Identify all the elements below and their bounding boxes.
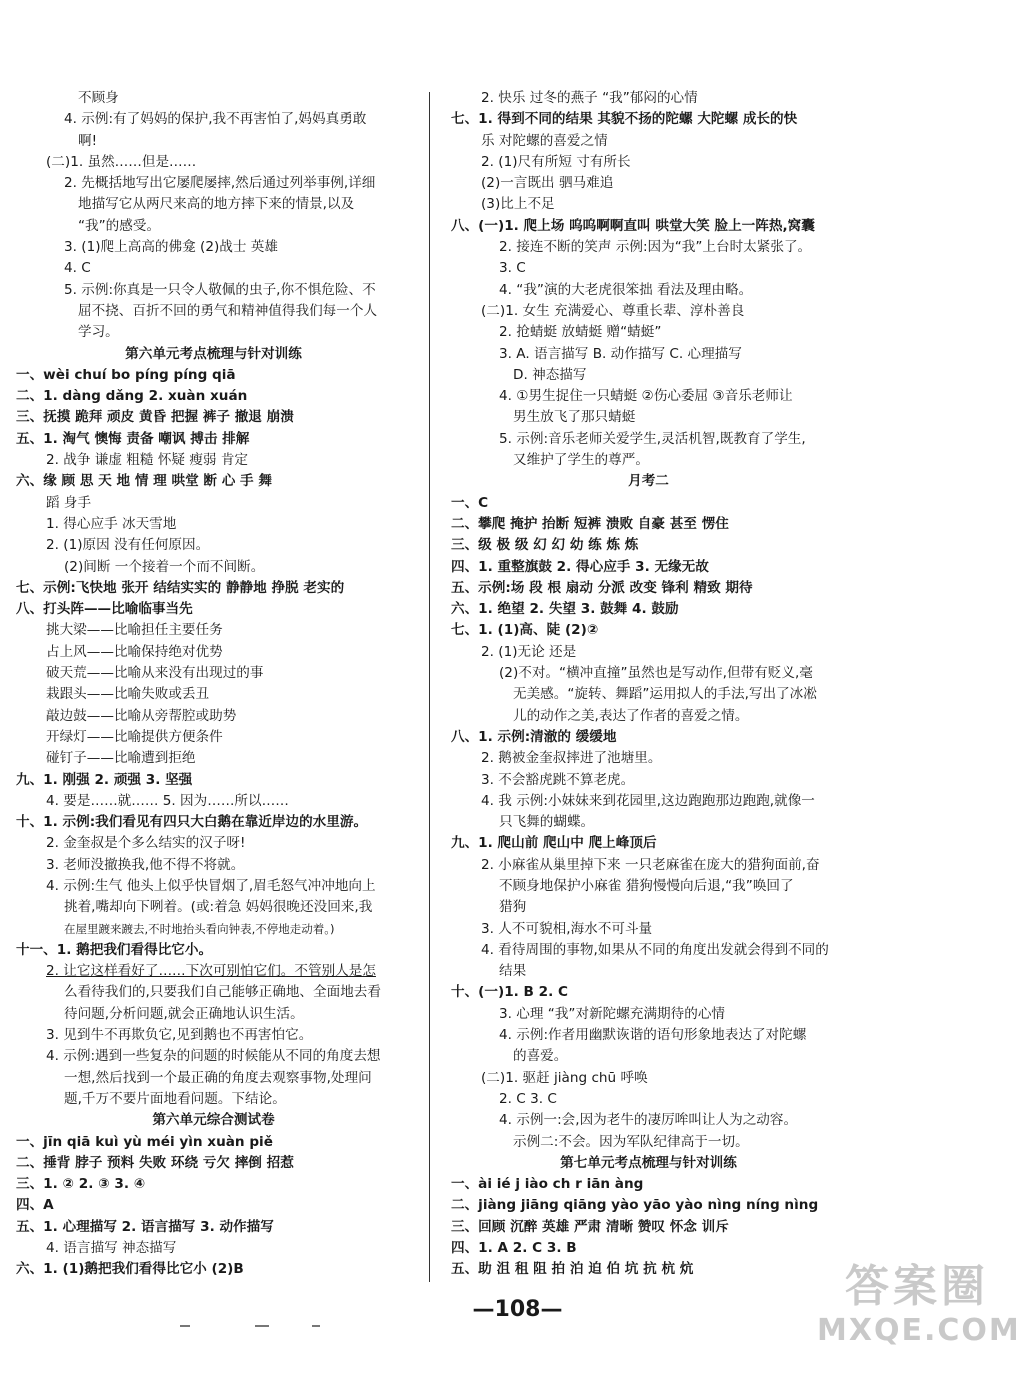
answer-line: 2. 金奎叔是个多么结实的汉子呀! — [46, 835, 246, 852]
answer-line: 4. 示例一:会,因为老牛的凄厉哞叫让人为之动容。 — [499, 1112, 798, 1129]
answer-line: 五、示例:场 段 根 扇动 分派 改变 锋利 精致 期待 — [451, 579, 753, 596]
answer-line: 儿的动作之美,表达了作者的喜爱之情。 — [513, 707, 749, 724]
answer-line: 三、1. ② 2. ③ 3. ④ — [16, 1176, 146, 1193]
answer-line: 4. 语言描写 神态描写 — [46, 1240, 177, 1257]
answer-line: 一、C — [451, 494, 489, 511]
answer-line: 一想,然后找到一个最正确的角度去观察事物,处理问 — [64, 1069, 372, 1086]
answer-line: 4. 示例:遇到一些复杂的问题的时候能从不同的角度去想 — [46, 1048, 381, 1065]
answer-line: “我”的感受。 — [78, 217, 161, 234]
answer-line: 挑大梁——比喻担任主要任务 — [46, 622, 223, 639]
answer-line: 五、助 沮 租 阻 拍 泊 迫 伯 坑 抗 杭 炕 — [451, 1261, 694, 1278]
answer-line: 十一、1. 鹅把我们看得比它小。 — [16, 941, 213, 958]
answer-line: 4. “我”演的大老虎很笨拙 看法及理由略。 — [499, 281, 753, 298]
answer-line: 3. A. 语言描写 B. 动作描写 C. 心理描写 — [499, 345, 742, 362]
scan-mark — [180, 1325, 190, 1327]
answer-line: 一、jīn qiā kuì yù méi yìn xuàn piě — [16, 1133, 273, 1150]
answer-line: 四、1. A 2. C 3. B — [451, 1240, 577, 1257]
answer-line: 蹈 身手 — [46, 494, 92, 511]
answer-line: 4. ①男生捉住一只蜻蜓 ②伤心委屈 ③音乐老师让 — [499, 388, 793, 405]
answer-line: 二、捶背 脖子 预料 失败 环绕 亏欠 摔倒 招惹 — [16, 1154, 294, 1171]
answer-line: 屈不挠、百折不回的勇气和精神值得我们每一个人 — [78, 302, 378, 319]
answer-line: 二、攀爬 掩护 抬断 短裤 溃败 自豪 甚至 愣住 — [451, 515, 729, 532]
answer-line: 五、1. 心理描写 2. 语言描写 3. 动作描写 — [16, 1218, 274, 1235]
answer-line: 又维护了学生的尊严。 — [513, 452, 649, 469]
section-title: 月考二 — [628, 473, 669, 490]
answer-line: 栽跟头——比喻失败或丢丑 — [46, 686, 210, 703]
answer-line: (2)间断 一个接着一个而不间断。 — [64, 558, 265, 575]
answer-line: 3. 人不可貌相,海水不可斗量 — [481, 920, 653, 937]
watermark-logo — [817, 1261, 1021, 1361]
answer-line: (2)一言既出 驷马难追 — [481, 175, 614, 192]
answer-line: 结果 — [499, 963, 527, 980]
answer-line: 3. 见到牛不再欺负它,见到鹅也不再害怕它。 — [46, 1027, 313, 1044]
answer-line: 3. 不会豁虎跳不算老虎。 — [481, 771, 635, 788]
answer-line: 猎狗 — [499, 899, 527, 916]
answer-line: 题,千万不要片面地看问题。下结论。 — [64, 1090, 286, 1107]
answer-line: 3. (1)爬上高高的佛龛 (2)战士 英雄 — [64, 239, 278, 256]
answer-line: 四、1. 重整旗鼓 2. 得心应手 3. 无缘无故 — [451, 558, 709, 575]
answer-line: 地描写它从两尺来高的地方摔下来的情景,以及 — [78, 196, 355, 213]
answer-line: 啊! — [78, 132, 98, 149]
answer-line: 2. 快乐 过冬的燕子 “我”郁闷的心情 — [481, 90, 698, 106]
answer-line: 不顾身 — [78, 90, 119, 106]
watermark-bottom: MXQE.COM — [817, 1313, 1021, 1348]
answer-line: 男生放飞了那只蜻蜓 — [513, 409, 636, 426]
answer-line: 2. (1)原因 没有任何原因。 — [46, 537, 210, 554]
answer-line: 5. 示例:你真是一只令人敬佩的虫子,你不惧危险、不 — [64, 281, 376, 298]
answer-line: 二、1. dàng dǎng 2. xuàn xuán — [16, 388, 248, 405]
answer-line: 待问题,分析问题,就会正确地认识生活。 — [64, 1005, 304, 1022]
answer-line: 4. 要是……就…… 5. 因为……所以…… — [46, 792, 289, 809]
answer-line: 2. 接连不断的笑声 示例:因为“我”上台时太紧张了。 — [499, 239, 812, 256]
answer-line: 4. 示例:作者用幽默诙谐的语句形象地表达了对陀螺 — [499, 1027, 807, 1044]
scan-mark — [312, 1325, 320, 1327]
answer-line: 2. 鹅被金奎叔摔进了池塘里。 — [481, 750, 662, 767]
answer-line: 2. 先概括地写出它屡爬屡摔,然后通过列举事例,详细 — [64, 175, 376, 192]
answer-line: 八、(一)1. 爬上场 呜呜啊啊直叫 哄堂大笑 脸上一阵热,窝囊 — [451, 217, 815, 234]
answer-line: 无美感。“旋转、舞蹈”运用拟人的手法,写出了冰凇 — [513, 686, 817, 703]
answer-line: 四、A — [16, 1197, 54, 1214]
answer-line: (二)1. 驱赶 jiàng chū 呼唤 — [481, 1069, 648, 1086]
answer-line: (二)1. 虽然……但是…… — [46, 153, 197, 170]
answer-line: 2. 抢蜻蜓 放蜻蜓 赠“蜻蜓” — [499, 324, 662, 341]
answer-line: 敲边鼓——比喻从旁帮腔或助势 — [46, 707, 237, 724]
answer-line: 4. 示例:有了妈妈的保护,我不再害怕了,妈妈真勇敢 — [64, 111, 367, 128]
answer-line: 破天荒——比喻从来没有出现过的事 — [46, 665, 264, 682]
answer-line: 示例二:不会。因为军队纪律高于一切。 — [513, 1133, 749, 1150]
answer-line: 二、jiàng jiāng qiāng yào yāo yào nìng níng nìng — [451, 1197, 819, 1214]
answer-line: 4. C — [64, 260, 91, 277]
section-title: 第六单元综合测试卷 — [152, 1112, 275, 1129]
answer-line: 九、1. 刚强 2. 顽强 3. 坚强 — [16, 771, 193, 788]
watermark-top: 答案圈 — [845, 1261, 989, 1312]
answer-line: 一、ài ié j iào ch r iān àng — [451, 1176, 644, 1193]
answer-line: 挑着,嘴却向下咧着。(或:着急 妈妈很晚还没回来,我 — [64, 899, 373, 916]
answer-line: 在屋里踱来踱去,不时地抬头看向钟表,不停地走动着。) — [64, 921, 335, 936]
answer-line: 5. 示例:音乐老师关爱学生,灵活机智,既教育了学生, — [499, 430, 806, 447]
left-column — [16, 88, 411, 1281]
answer-line: 六、缘 顾 思 天 地 情 理 哄堂 断 心 手 舞 — [16, 473, 272, 490]
answer-line: (3)比上不足 — [481, 196, 555, 213]
right-column — [451, 88, 846, 1281]
answer-line: 七、1. 得到不同的结果 其貌不扬的陀螺 大陀螺 成长的快 — [451, 111, 798, 128]
answer-line: 八、1. 示例:清澈的 缓缓地 — [451, 728, 617, 745]
answer-line: 2. (1)尺有所短 寸有所长 — [481, 153, 631, 170]
answer-line: 三、抚摸 跪拜 顽皮 黄昏 把握 裤子 撤退 崩溃 — [16, 409, 294, 426]
answer-line: 九、1. 爬山前 爬山中 爬上峰顶后 — [451, 835, 657, 852]
answer-line: 么看待我们的,只要我们自己能够正确地、全面地去看 — [64, 984, 381, 1001]
page-number: —108— — [472, 1297, 563, 1322]
answer-line: (2)不对。“横冲直撞”虽然也是写动作,但带有贬义,毫 — [499, 665, 813, 682]
answer-line: 4. 我 示例:小妹妹来到花园里,这边跑跑那边跑跑,就像一 — [481, 792, 815, 809]
answer-line: 一、wèi chuí bo píng píng qiā — [16, 366, 236, 383]
answer-line: 三、级 极 级 幻 幻 幼 练 炼 炼 — [451, 537, 639, 554]
answer-line: 三、回顾 沉醉 英雄 严肃 清晰 赞叹 怀念 训斥 — [451, 1218, 729, 1235]
answer-line: 2. 小麻雀从巢里掉下来 一只老麻雀在庞大的猎狗面前,奋 — [481, 856, 820, 873]
answer-line: 乐 对陀螺的喜爱之情 — [481, 132, 608, 149]
section-title: 第七单元考点梳理与针对训练 — [560, 1154, 737, 1171]
answer-line: 2. C 3. C — [499, 1090, 557, 1107]
scan-mark — [255, 1325, 269, 1327]
answer-line: 只飞舞的蝴蝶。 — [499, 814, 595, 831]
answer-line: 3. 老师没撤换我,他不得不将就。 — [46, 856, 245, 873]
answer-line: 4. 看待周围的事物,如果从不同的角度出发就会得到不同的 — [481, 941, 829, 958]
answer-line: 2. 让它这样看好了……下次可别怕它们。不管别人是怎 — [46, 963, 376, 980]
answer-line: 占上风——比喻保持绝对优势 — [46, 643, 223, 660]
answer-line: 3. C — [499, 260, 526, 277]
answer-line: 七、示例:飞快地 张开 结结实实的 静静地 挣脱 老实的 — [16, 579, 345, 596]
section-title: 第六单元考点梳理与针对训练 — [125, 345, 302, 362]
answer-line: 十、(一)1. B 2. C — [451, 984, 568, 1001]
answer-line: 学习。 — [78, 324, 119, 341]
answer-line: 七、1. (1)高、陡 (2)② — [451, 622, 599, 639]
answer-line: 五、1. 淘气 懊悔 责备 嘲讽 搏击 排解 — [16, 430, 250, 447]
column-divider — [429, 92, 430, 1282]
answer-line: 十、1. 示例:我们看见有四只大白鹅在靠近岸边的水里游。 — [16, 814, 368, 831]
answer-line: 开绿灯——比喻提供方便条件 — [46, 728, 223, 745]
answer-line: 的喜爱。 — [513, 1048, 568, 1065]
answer-line: 八、打头阵——比喻临事当先 — [16, 601, 193, 618]
answer-line: 六、1. 绝望 2. 失望 3. 鼓舞 4. 鼓励 — [451, 601, 679, 618]
answer-line: 碰钉子——比喻遭到拒绝 — [46, 750, 196, 767]
answer-line: D. 神态描写 — [513, 366, 587, 383]
answer-line: 不顾身地保护小麻雀 猎狗慢慢向后退,“我”唤回了 — [499, 877, 794, 894]
answer-line: 1. 得心应手 冰天雪地 — [46, 515, 177, 532]
answer-line: 3. 心理 “我”对新陀螺充满期待的心情 — [499, 1005, 726, 1022]
answer-line: 2. (1)无论 还是 — [481, 643, 577, 660]
answer-line: 六、1. (1)鹅把我们看得比它小 (2)B — [16, 1261, 244, 1278]
answer-line: 4. 示例:生气 他头上似乎快冒烟了,眉毛怒气冲冲地向上 — [46, 877, 376, 894]
answer-line: (二)1. 女生 充满爱心、尊重长辈、淳朴善良 — [481, 302, 745, 319]
answer-line: 2. 战争 谦虚 粗糙 怀疑 瘦弱 肯定 — [46, 452, 249, 469]
